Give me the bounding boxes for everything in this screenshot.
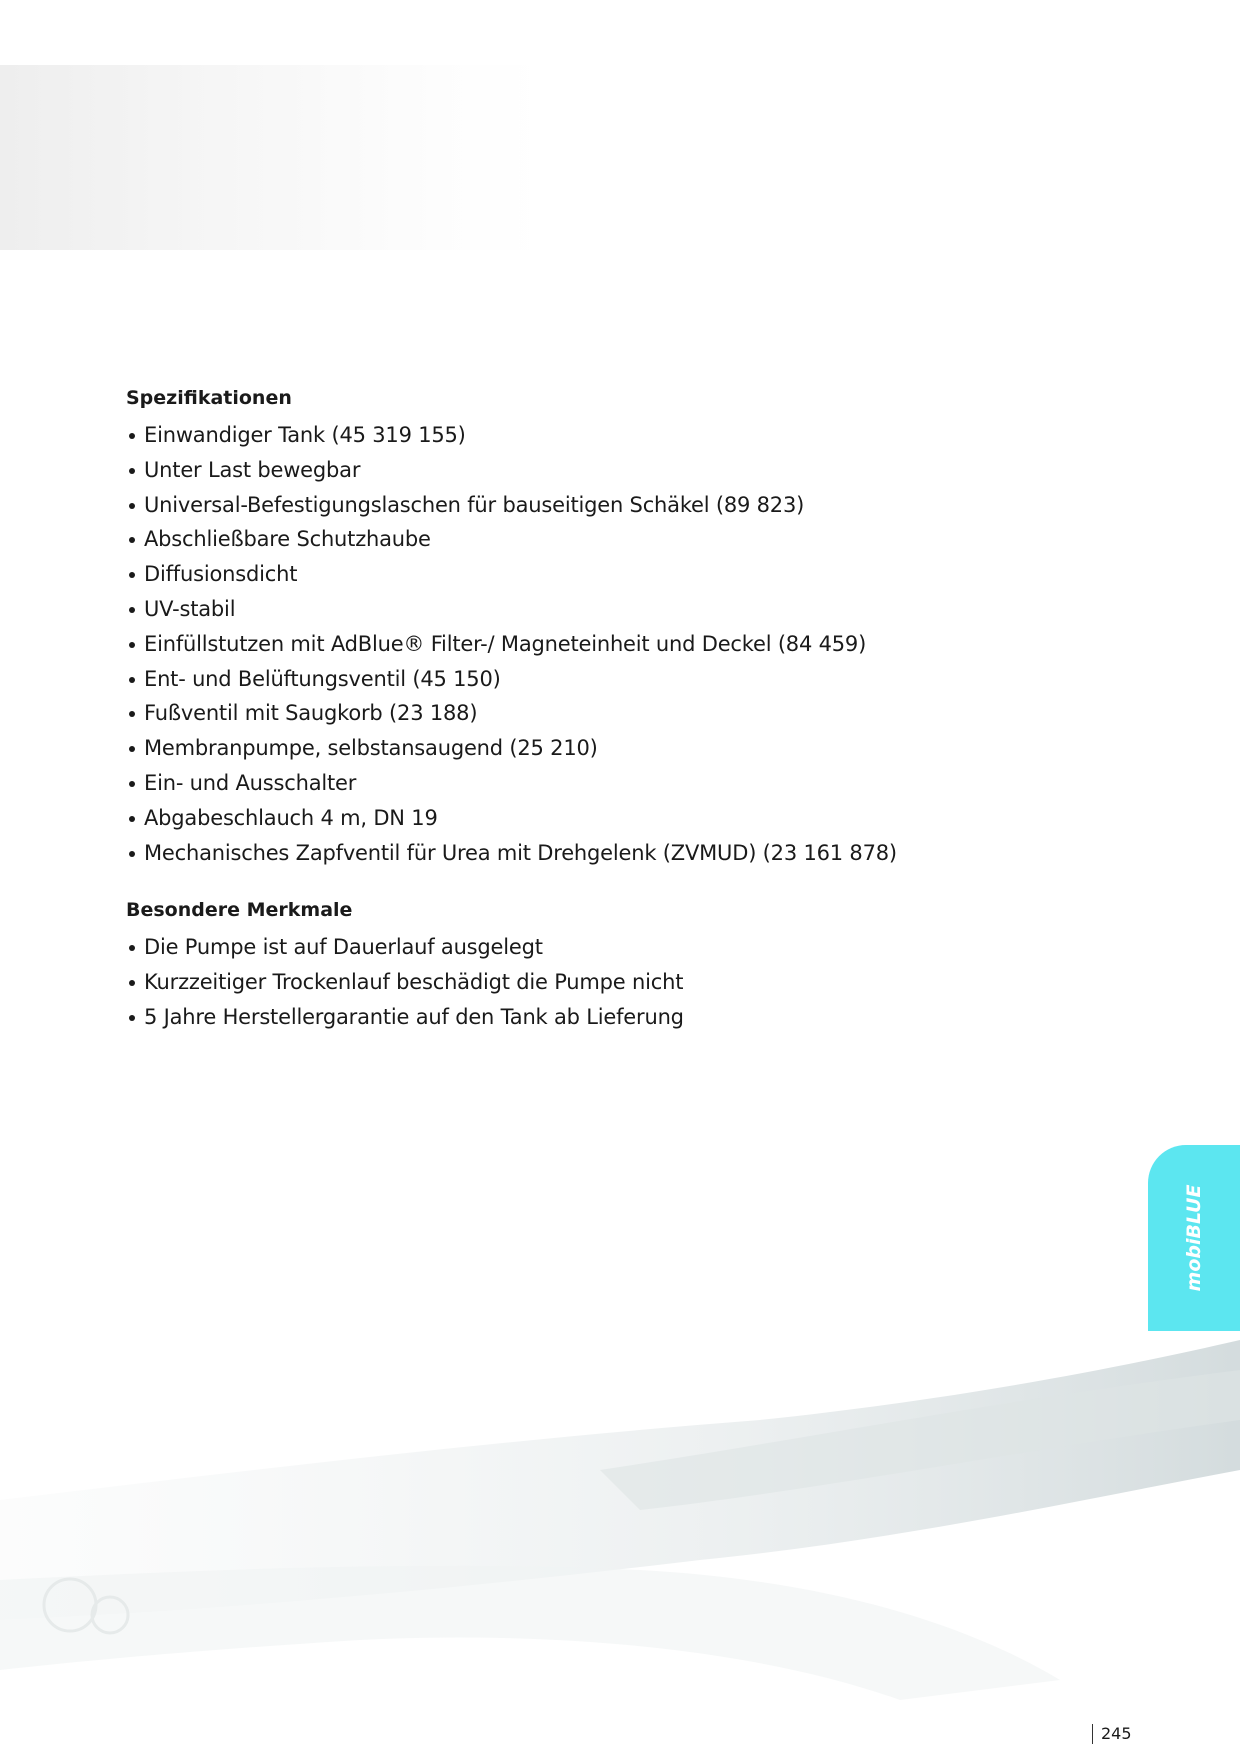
list-item: Kurzzeitiger Trockenlauf beschädigt die Pumpe nicht [126, 965, 1026, 1000]
section-tab-mobiblue [1148, 1145, 1240, 1331]
specifications-list [126, 418, 1026, 870]
list-item: Einwandiger Tank (45 319 155) [126, 418, 1026, 453]
content-area [126, 384, 1026, 1035]
specifications-heading: Spezifikationen [126, 387, 292, 409]
features-heading: Besondere Merkmale [126, 899, 353, 922]
list-item: Unter Last bewegbar [126, 453, 1026, 488]
list-item: Ent- und Belüftungsventil (45 150) [126, 662, 1026, 697]
list-item: Abgabeschlauch 4 m, DN 19 [126, 801, 1026, 836]
list-item: Diffusionsdicht [126, 557, 1026, 592]
page-number: 245 [1092, 1724, 1132, 1744]
list-item: Abschließbare Schutzhaube [126, 522, 1026, 557]
list-item: 5 Jahre Herstellergarantie auf den Tank ab Lieferung [126, 1000, 1026, 1035]
list-item: Membranpumpe, selbstansaugend (25 210) [126, 731, 1026, 766]
section-tab-label: mobiBLUE [1183, 1184, 1205, 1292]
list-item: Ein- und Ausschalter [126, 766, 1026, 801]
list-item: UV-stabil [126, 592, 1026, 627]
list-item: Die Pumpe ist auf Dauerlauf ausgelegt [126, 930, 1026, 965]
list-item: Einfüllstutzen mit AdBlue® Filter-/ Magneteinheit und Deckel (84 459) [126, 627, 1026, 662]
list-item: Fußventil mit Saugkorb (23 188) [126, 696, 1026, 731]
list-item: Universal-Befestigungslaschen für bauseitigen Schäkel (89 823) [126, 488, 1026, 523]
features-list [126, 930, 1026, 1034]
list-item: Mechanisches Zapfventil für Urea mit Drehgelenk (ZVMUD) (23 161 878) [126, 836, 1026, 871]
